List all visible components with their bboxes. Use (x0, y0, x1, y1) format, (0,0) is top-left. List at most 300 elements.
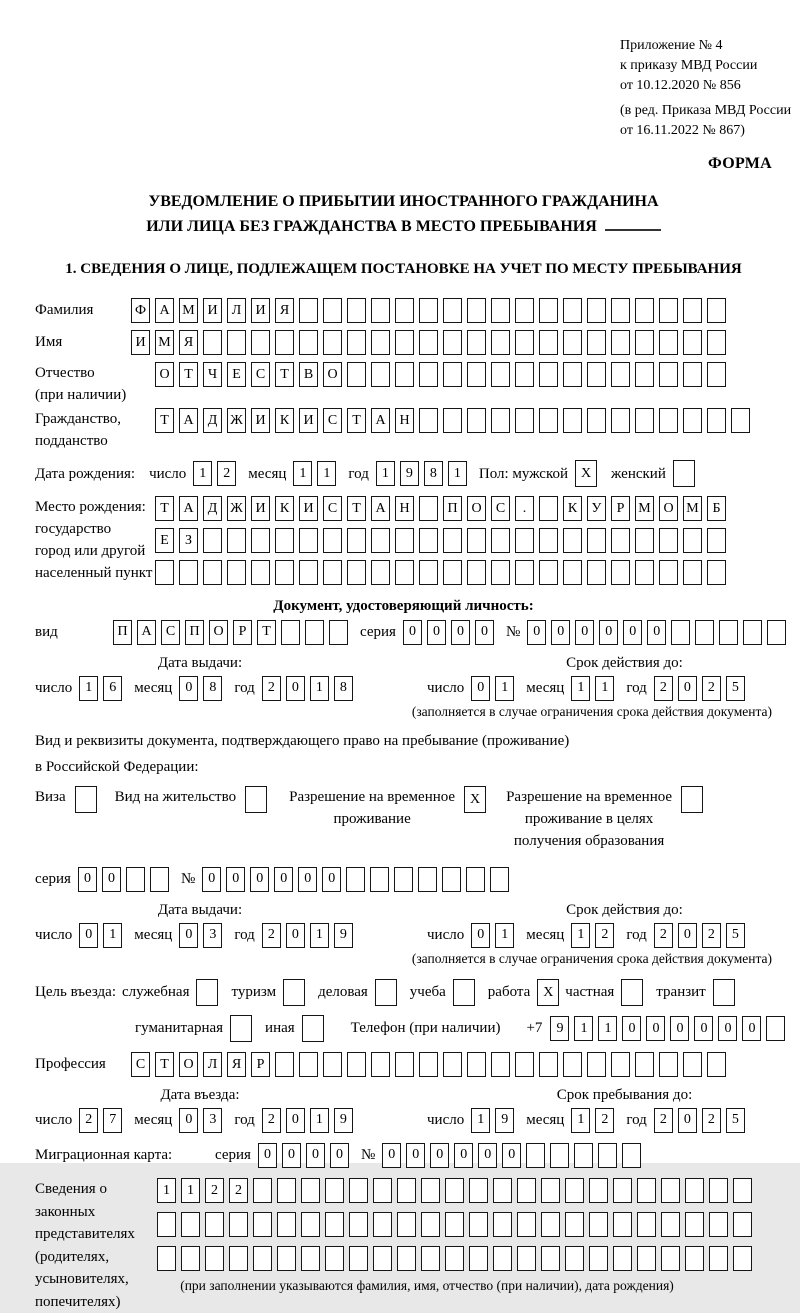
char-cell[interactable] (419, 362, 438, 387)
char-cell[interactable]: Р (233, 620, 252, 645)
char-cell[interactable] (347, 298, 366, 323)
char-cell[interactable] (205, 1246, 224, 1271)
char-cell[interactable] (397, 1212, 416, 1237)
char-cell[interactable]: 1 (317, 461, 336, 486)
char-cell[interactable]: 0 (79, 923, 98, 948)
char-cell[interactable]: 0 (647, 620, 666, 645)
char-cell[interactable]: 0 (226, 867, 245, 892)
char-cell[interactable]: О (467, 496, 486, 521)
char-cell[interactable]: Л (203, 1052, 222, 1077)
char-cell[interactable] (283, 979, 305, 1006)
char-cell[interactable]: 2 (702, 923, 721, 948)
char-cell[interactable] (733, 1246, 752, 1271)
char-cell[interactable]: 0 (551, 620, 570, 645)
char-cell[interactable] (277, 1212, 296, 1237)
char-cell[interactable]: К (563, 496, 582, 521)
char-cell[interactable] (637, 1178, 656, 1203)
char-cell[interactable]: О (659, 496, 678, 521)
char-cell[interactable]: 1 (571, 1108, 590, 1133)
char-cell[interactable]: Н (395, 408, 414, 433)
char-cell[interactable]: 3 (203, 923, 222, 948)
char-cell[interactable]: 1 (157, 1178, 176, 1203)
char-cell[interactable]: Ж (227, 408, 246, 433)
char-cell[interactable] (275, 330, 294, 355)
char-cell[interactable] (709, 1178, 728, 1203)
char-cell[interactable]: А (155, 298, 174, 323)
char-cell[interactable]: X (575, 460, 597, 487)
char-cell[interactable] (661, 1212, 680, 1237)
char-cell[interactable] (371, 298, 390, 323)
char-cell[interactable] (707, 362, 726, 387)
char-cell[interactable]: X (537, 979, 559, 1006)
char-cell[interactable] (230, 1015, 252, 1042)
char-cell[interactable] (539, 408, 558, 433)
char-cell[interactable]: 0 (286, 923, 305, 948)
char-cell[interactable] (419, 496, 438, 521)
char-cell[interactable] (589, 1246, 608, 1271)
char-cell[interactable] (671, 620, 690, 645)
char-cell[interactable]: 0 (575, 620, 594, 645)
char-cell[interactable] (419, 560, 438, 585)
char-cell[interactable]: 9 (550, 1016, 569, 1041)
char-cell[interactable] (453, 979, 475, 1006)
char-cell[interactable] (515, 362, 534, 387)
char-cell[interactable] (443, 1052, 462, 1077)
char-cell[interactable] (419, 408, 438, 433)
char-cell[interactable] (325, 1178, 344, 1203)
char-cell[interactable]: 2 (205, 1178, 224, 1203)
char-cell[interactable] (443, 298, 462, 323)
char-cell[interactable] (565, 1212, 584, 1237)
char-cell[interactable]: 0 (382, 1143, 401, 1168)
char-cell[interactable] (515, 560, 534, 585)
char-cell[interactable]: Ж (227, 496, 246, 521)
char-cell[interactable] (445, 1246, 464, 1271)
char-cell[interactable] (565, 1246, 584, 1271)
char-cell[interactable] (685, 1212, 704, 1237)
char-cell[interactable] (635, 528, 654, 553)
char-cell[interactable]: И (251, 496, 270, 521)
char-cell[interactable] (611, 298, 630, 323)
char-cell[interactable]: А (371, 496, 390, 521)
char-cell[interactable] (299, 1052, 318, 1077)
char-cell[interactable]: 0 (179, 1108, 198, 1133)
char-cell[interactable] (517, 1212, 536, 1237)
char-cell[interactable] (346, 867, 365, 892)
char-cell[interactable]: 1 (448, 461, 467, 486)
char-cell[interactable]: 8 (203, 676, 222, 701)
char-cell[interactable]: С (491, 496, 510, 521)
char-cell[interactable] (421, 1178, 440, 1203)
char-cell[interactable]: 0 (286, 1108, 305, 1133)
char-cell[interactable] (661, 1178, 680, 1203)
char-cell[interactable] (157, 1212, 176, 1237)
char-cell[interactable]: С (323, 496, 342, 521)
char-cell[interactable] (611, 1052, 630, 1077)
char-cell[interactable]: З (179, 528, 198, 553)
char-cell[interactable]: С (131, 1052, 150, 1077)
char-cell[interactable]: А (137, 620, 156, 645)
char-cell[interactable] (157, 1246, 176, 1271)
char-cell[interactable] (707, 408, 726, 433)
char-cell[interactable] (493, 1246, 512, 1271)
char-cell[interactable] (541, 1212, 560, 1237)
char-cell[interactable]: С (323, 408, 342, 433)
char-cell[interactable]: 0 (286, 676, 305, 701)
char-cell[interactable]: 0 (179, 923, 198, 948)
char-cell[interactable] (659, 298, 678, 323)
char-cell[interactable] (539, 560, 558, 585)
char-cell[interactable]: 2 (262, 1108, 281, 1133)
char-cell[interactable]: 0 (102, 867, 121, 892)
char-cell[interactable] (659, 330, 678, 355)
char-cell[interactable] (394, 867, 413, 892)
char-cell[interactable] (493, 1212, 512, 1237)
char-cell[interactable]: И (299, 496, 318, 521)
char-cell[interactable]: Д (203, 496, 222, 521)
char-cell[interactable] (323, 1052, 342, 1077)
char-cell[interactable]: 0 (471, 676, 490, 701)
char-cell[interactable]: И (203, 298, 222, 323)
char-cell[interactable] (635, 330, 654, 355)
char-cell[interactable] (205, 1212, 224, 1237)
char-cell[interactable]: 1 (595, 676, 614, 701)
char-cell[interactable] (611, 408, 630, 433)
char-cell[interactable]: Е (155, 528, 174, 553)
char-cell[interactable] (563, 1052, 582, 1077)
char-cell[interactable] (329, 620, 348, 645)
char-cell[interactable] (731, 408, 750, 433)
char-cell[interactable] (491, 362, 510, 387)
char-cell[interactable] (277, 1246, 296, 1271)
char-cell[interactable] (227, 560, 246, 585)
char-cell[interactable] (611, 560, 630, 585)
char-cell[interactable]: И (251, 298, 270, 323)
char-cell[interactable] (467, 330, 486, 355)
char-cell[interactable] (517, 1178, 536, 1203)
char-cell[interactable] (179, 560, 198, 585)
char-cell[interactable] (709, 1246, 728, 1271)
char-cell[interactable] (203, 330, 222, 355)
char-cell[interactable] (371, 330, 390, 355)
char-cell[interactable]: М (179, 298, 198, 323)
char-cell[interactable] (421, 1246, 440, 1271)
char-cell[interactable] (659, 362, 678, 387)
char-cell[interactable]: 1 (495, 923, 514, 948)
char-cell[interactable]: 2 (262, 923, 281, 948)
char-cell[interactable] (589, 1212, 608, 1237)
char-cell[interactable]: К (275, 496, 294, 521)
char-cell[interactable] (685, 1246, 704, 1271)
char-cell[interactable]: 2 (595, 923, 614, 948)
char-cell[interactable] (253, 1246, 272, 1271)
char-cell[interactable]: 2 (654, 1108, 673, 1133)
char-cell[interactable]: 0 (322, 867, 341, 892)
char-cell[interactable] (467, 528, 486, 553)
char-cell[interactable] (442, 867, 461, 892)
char-cell[interactable] (395, 528, 414, 553)
char-cell[interactable] (445, 1178, 464, 1203)
char-cell[interactable] (713, 979, 735, 1006)
char-cell[interactable]: 0 (274, 867, 293, 892)
char-cell[interactable] (253, 1212, 272, 1237)
char-cell[interactable] (563, 362, 582, 387)
char-cell[interactable] (589, 1178, 608, 1203)
char-cell[interactable] (467, 1052, 486, 1077)
char-cell[interactable]: Е (227, 362, 246, 387)
char-cell[interactable]: Т (155, 496, 174, 521)
char-cell[interactable]: 0 (282, 1143, 301, 1168)
char-cell[interactable] (323, 330, 342, 355)
char-cell[interactable]: 0 (646, 1016, 665, 1041)
char-cell[interactable] (635, 298, 654, 323)
char-cell[interactable] (227, 330, 246, 355)
char-cell[interactable] (371, 362, 390, 387)
char-cell[interactable] (299, 560, 318, 585)
char-cell[interactable]: 2 (79, 1108, 98, 1133)
char-cell[interactable]: 0 (202, 867, 221, 892)
char-cell[interactable] (635, 362, 654, 387)
char-cell[interactable]: 8 (334, 676, 353, 701)
char-cell[interactable] (598, 1143, 617, 1168)
char-cell[interactable]: Т (155, 1052, 174, 1077)
char-cell[interactable] (539, 298, 558, 323)
char-cell[interactable]: 2 (654, 923, 673, 948)
char-cell[interactable] (683, 560, 702, 585)
char-cell[interactable]: А (179, 408, 198, 433)
char-cell[interactable] (766, 1016, 785, 1041)
char-cell[interactable]: О (179, 1052, 198, 1077)
char-cell[interactable]: Р (611, 496, 630, 521)
char-cell[interactable] (251, 528, 270, 553)
char-cell[interactable] (349, 1178, 368, 1203)
char-cell[interactable]: В (299, 362, 318, 387)
char-cell[interactable]: 1 (598, 1016, 617, 1041)
char-cell[interactable] (563, 560, 582, 585)
char-cell[interactable] (491, 298, 510, 323)
char-cell[interactable]: 0 (502, 1143, 521, 1168)
char-cell[interactable] (467, 408, 486, 433)
char-cell[interactable] (635, 1052, 654, 1077)
char-cell[interactable]: 0 (622, 1016, 641, 1041)
char-cell[interactable] (203, 528, 222, 553)
char-cell[interactable]: 0 (330, 1143, 349, 1168)
char-cell[interactable] (277, 1178, 296, 1203)
char-cell[interactable] (301, 1246, 320, 1271)
char-cell[interactable]: 1 (310, 1108, 329, 1133)
char-cell[interactable] (565, 1178, 584, 1203)
char-cell[interactable]: Б (707, 496, 726, 521)
char-cell[interactable] (587, 528, 606, 553)
char-cell[interactable]: 2 (262, 676, 281, 701)
char-cell[interactable] (611, 362, 630, 387)
char-cell[interactable] (491, 528, 510, 553)
char-cell[interactable] (767, 620, 786, 645)
char-cell[interactable]: 1 (293, 461, 312, 486)
char-cell[interactable] (373, 1212, 392, 1237)
char-cell[interactable]: У (587, 496, 606, 521)
char-cell[interactable] (683, 298, 702, 323)
char-cell[interactable]: 1 (181, 1178, 200, 1203)
char-cell[interactable]: . (515, 496, 534, 521)
char-cell[interactable] (491, 1052, 510, 1077)
char-cell[interactable]: 1 (471, 1108, 490, 1133)
char-cell[interactable]: 0 (406, 1143, 425, 1168)
char-cell[interactable] (469, 1246, 488, 1271)
char-cell[interactable] (563, 408, 582, 433)
char-cell[interactable]: 1 (574, 1016, 593, 1041)
char-cell[interactable] (301, 1212, 320, 1237)
char-cell[interactable]: Т (347, 496, 366, 521)
char-cell[interactable]: 9 (400, 461, 419, 486)
char-cell[interactable]: 0 (427, 620, 446, 645)
char-cell[interactable] (181, 1246, 200, 1271)
char-cell[interactable] (370, 867, 389, 892)
char-cell[interactable] (621, 979, 643, 1006)
char-cell[interactable] (539, 1052, 558, 1077)
char-cell[interactable]: 2 (702, 1108, 721, 1133)
char-cell[interactable]: К (275, 408, 294, 433)
char-cell[interactable] (419, 330, 438, 355)
char-cell[interactable] (587, 362, 606, 387)
char-cell[interactable] (253, 1178, 272, 1203)
char-cell[interactable] (587, 1052, 606, 1077)
char-cell[interactable] (155, 560, 174, 585)
char-cell[interactable]: 0 (250, 867, 269, 892)
char-cell[interactable] (275, 560, 294, 585)
char-cell[interactable] (466, 867, 485, 892)
char-cell[interactable]: Ч (203, 362, 222, 387)
char-cell[interactable]: 0 (527, 620, 546, 645)
char-cell[interactable] (683, 362, 702, 387)
char-cell[interactable] (325, 1246, 344, 1271)
char-cell[interactable] (635, 408, 654, 433)
char-cell[interactable]: 0 (742, 1016, 761, 1041)
char-cell[interactable] (443, 362, 462, 387)
char-cell[interactable]: Т (257, 620, 276, 645)
char-cell[interactable] (695, 620, 714, 645)
char-cell[interactable] (395, 330, 414, 355)
char-cell[interactable] (673, 460, 695, 487)
char-cell[interactable] (491, 330, 510, 355)
char-cell[interactable] (443, 560, 462, 585)
char-cell[interactable] (637, 1246, 656, 1271)
char-cell[interactable]: 0 (78, 867, 97, 892)
char-cell[interactable] (515, 298, 534, 323)
char-cell[interactable] (397, 1178, 416, 1203)
char-cell[interactable] (467, 362, 486, 387)
char-cell[interactable] (539, 362, 558, 387)
char-cell[interactable] (347, 330, 366, 355)
char-cell[interactable] (245, 786, 267, 813)
char-cell[interactable]: 0 (678, 1108, 697, 1133)
char-cell[interactable] (373, 1246, 392, 1271)
char-cell[interactable] (229, 1212, 248, 1237)
char-cell[interactable] (251, 330, 270, 355)
char-cell[interactable]: А (371, 408, 390, 433)
char-cell[interactable] (563, 528, 582, 553)
char-cell[interactable]: 0 (451, 620, 470, 645)
char-cell[interactable] (491, 560, 510, 585)
char-cell[interactable] (661, 1246, 680, 1271)
char-cell[interactable] (539, 496, 558, 521)
char-cell[interactable]: 0 (678, 676, 697, 701)
char-cell[interactable] (75, 786, 97, 813)
char-cell[interactable] (395, 1052, 414, 1077)
char-cell[interactable] (347, 1052, 366, 1077)
char-cell[interactable] (541, 1178, 560, 1203)
char-cell[interactable] (229, 1246, 248, 1271)
char-cell[interactable] (493, 1178, 512, 1203)
char-cell[interactable]: 1 (571, 923, 590, 948)
char-cell[interactable]: Ф (131, 298, 150, 323)
char-cell[interactable] (302, 1015, 324, 1042)
char-cell[interactable]: 0 (306, 1143, 325, 1168)
char-cell[interactable]: 3 (203, 1108, 222, 1133)
char-cell[interactable] (515, 330, 534, 355)
char-cell[interactable] (550, 1143, 569, 1168)
char-cell[interactable] (637, 1212, 656, 1237)
char-cell[interactable]: 9 (334, 1108, 353, 1133)
char-cell[interactable]: О (155, 362, 174, 387)
char-cell[interactable] (126, 867, 145, 892)
char-cell[interactable] (371, 560, 390, 585)
char-cell[interactable] (275, 1052, 294, 1077)
char-cell[interactable] (587, 330, 606, 355)
char-cell[interactable] (587, 560, 606, 585)
char-cell[interactable] (373, 1178, 392, 1203)
char-cell[interactable] (281, 620, 300, 645)
char-cell[interactable]: Н (395, 496, 414, 521)
char-cell[interactable] (347, 528, 366, 553)
char-cell[interactable]: 1 (376, 461, 395, 486)
char-cell[interactable]: 0 (475, 620, 494, 645)
char-cell[interactable]: Т (179, 362, 198, 387)
char-cell[interactable]: М (683, 496, 702, 521)
char-cell[interactable]: 0 (430, 1143, 449, 1168)
char-cell[interactable]: И (131, 330, 150, 355)
char-cell[interactable] (515, 408, 534, 433)
char-cell[interactable] (349, 1212, 368, 1237)
char-cell[interactable] (227, 528, 246, 553)
char-cell[interactable]: 7 (103, 1108, 122, 1133)
char-cell[interactable]: 0 (599, 620, 618, 645)
char-cell[interactable] (203, 560, 222, 585)
char-cell[interactable] (563, 330, 582, 355)
char-cell[interactable]: 0 (298, 867, 317, 892)
char-cell[interactable] (635, 560, 654, 585)
char-cell[interactable] (733, 1178, 752, 1203)
char-cell[interactable] (305, 620, 324, 645)
char-cell[interactable] (719, 620, 738, 645)
char-cell[interactable]: 0 (678, 923, 697, 948)
char-cell[interactable] (490, 867, 509, 892)
char-cell[interactable]: М (635, 496, 654, 521)
char-cell[interactable] (469, 1178, 488, 1203)
char-cell[interactable] (587, 408, 606, 433)
char-cell[interactable] (181, 1212, 200, 1237)
char-cell[interactable]: Т (347, 408, 366, 433)
char-cell[interactable]: 0 (694, 1016, 713, 1041)
char-cell[interactable]: 2 (595, 1108, 614, 1133)
char-cell[interactable] (743, 620, 762, 645)
char-cell[interactable] (659, 560, 678, 585)
char-cell[interactable] (299, 298, 318, 323)
char-cell[interactable] (707, 330, 726, 355)
char-cell[interactable]: Л (227, 298, 246, 323)
char-cell[interactable] (251, 560, 270, 585)
char-cell[interactable] (325, 1212, 344, 1237)
